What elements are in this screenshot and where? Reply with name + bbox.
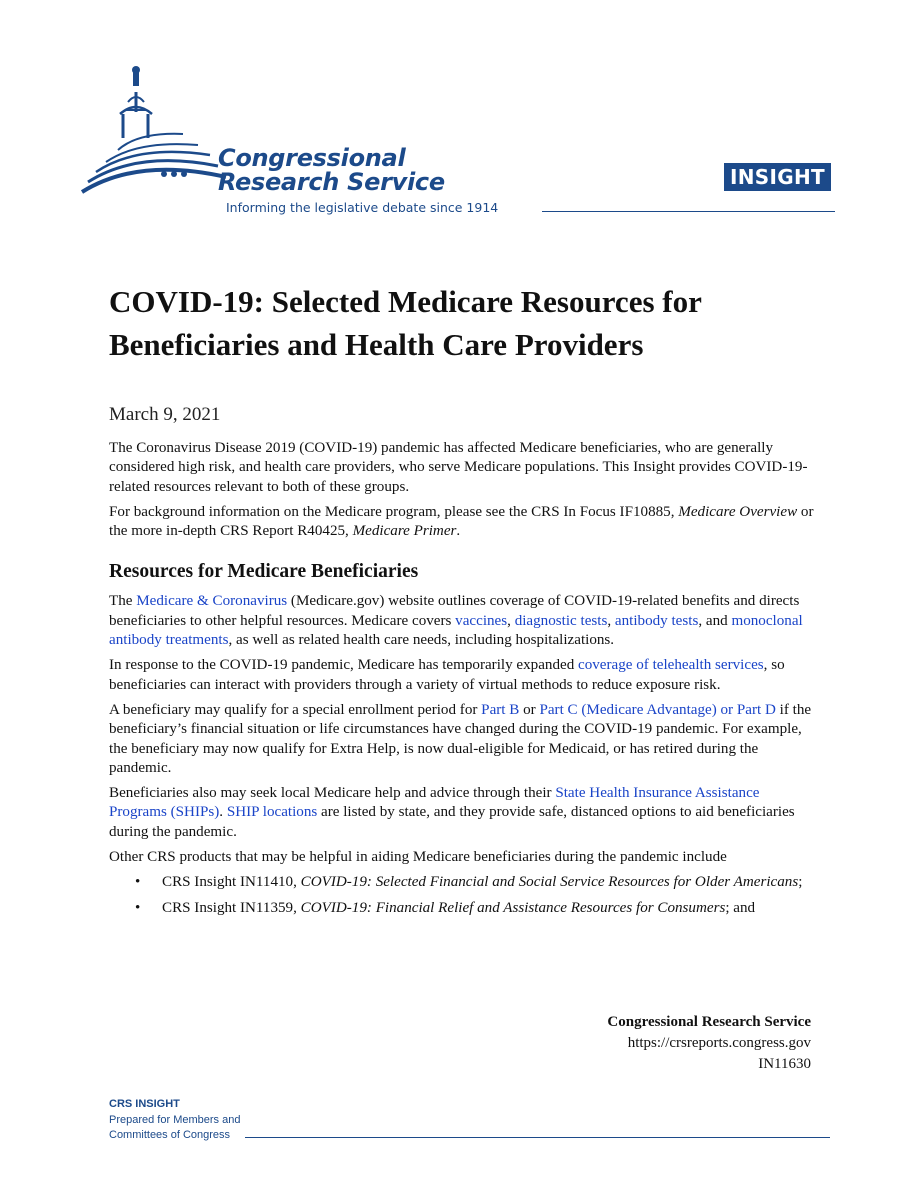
title-line1: COVID-19: Selected Medicare Resources for [109,284,702,319]
bullet-icon: • [135,899,141,916]
footer-insight-title: CRS INSIGHT [109,1098,180,1110]
title-line2: Beneficiaries and Health Care Providers [109,327,644,362]
text-run: , as well as related health care needs, including hospitalizations. [228,632,615,649]
part-c-d-link[interactable]: Part C (Medicare Advantage) or Part D [539,701,776,718]
page-title [109,280,829,366]
text-run: Beneficiaries also may seek local Medicare help and advice through their [109,785,556,802]
part-b-link[interactable]: Part B [481,701,520,718]
ships-link[interactable]: State Health Insurance Assistance Programs (SHIPs) [109,785,760,821]
footer-url[interactable]: https://crsreports.congress.gov [627,1035,811,1051]
bullet-icon: • [135,874,141,891]
text-run: or the more in-depth CRS Report R40425, [109,503,814,540]
text-run: The [109,593,137,610]
footer-source [607,1012,811,1075]
beneficiaries-paragraph-3 [109,701,821,778]
text-run: or [519,701,540,718]
text-run: (Medicare.gov) website outlines coverage of COVID-19-related benefits and directs beneficiaries to other helpful resources. Medicare covers [109,593,800,629]
footer-insight-label [109,1097,240,1144]
beneficiaries-paragraph-2 [109,656,821,695]
document-body [109,439,821,924]
logo-org-line1: Congressional [218,144,406,172]
text-run: In response to the COVID-19 pandemic, Medicare has temporarily expanded [109,657,579,674]
text-run: CRS Insight IN11359, [162,899,301,916]
logo-rule [542,211,835,212]
text-run: ; [798,874,803,891]
cited-title: Medicare Primer [352,523,457,540]
list-item [109,899,821,918]
text-run: , [507,612,515,629]
footer-report-id: IN11630 [758,1056,811,1072]
telehealth-coverage-link[interactable]: coverage of telehealth services [578,657,764,674]
section-heading-beneficiaries: Resources for Medicare Beneficiaries [109,561,419,583]
intro-paragraph-1: The Coronavirus Disease 2019 (COVID-19) pandemic has affected Medicare beneficiaries, who are generally considered high risk, and health care providers, who serve Medicare populations. This Insight provides COVID-19-related resources relevant to both of these groups. [109,440,808,495]
list-item [109,873,821,892]
logo-org-line2: Research Service [218,168,445,196]
medicare-coronavirus-link[interactable]: Medicare & Coronavirus [136,593,288,610]
text-run: are listed by state, and they provide safe, distanced options to aid beneficiaries during the pandemic. [109,804,795,840]
beneficiaries-paragraph-1 [109,592,821,650]
cited-title: COVID-19: Financial Relief and Assistance Resources for Consumers [300,899,726,916]
text-run: , [607,612,615,629]
footer-prepared-line: Prepared for Members and [109,1113,241,1126]
text-run: CRS Insight IN11410, [162,874,301,891]
footer-rule [245,1137,830,1138]
intro-paragraph-2 [109,503,821,542]
crs-logo [78,62,838,222]
cited-title: COVID-19: Selected Financial and Social Service Resources for Older Americans [300,874,799,891]
text-run: . [456,523,461,540]
cited-title: Medicare Overview [678,503,798,520]
publication-date: March 9, 2021 [109,404,221,425]
crs-products-list [109,873,821,918]
beneficiaries-paragraph-5: Other CRS products that may be helpful in aiding Medicare beneficiaries during the pandemic include [109,849,727,866]
logo-tagline: Informing the legislative debate since 1914 [226,200,499,215]
diagnostic-tests-link[interactable]: diagnostic tests [514,612,608,629]
text-run: ; and [725,899,756,916]
footer-committees-line: Committees of Congress [109,1129,231,1141]
vaccines-link[interactable]: vaccines [455,612,508,629]
text-run: A beneficiary may qualify for a special enrollment period for [109,701,482,718]
text-run: For background information on the Medicare program, please see the CRS In Focus IF10885, [109,503,679,520]
beneficiaries-paragraph-4 [109,784,821,842]
text-run: , and [698,612,732,629]
insight-badge: INSIGHT [724,163,831,191]
antibody-tests-link[interactable]: antibody tests [614,612,699,629]
capitol-dome-icon [78,62,228,222]
text-run: if the beneficiary’s financial situation or life circumstances have changed during the COVID-19 pandemic. For example, the beneficiary may now qualify for Extra Help, is now dual-eligible for Medicaid, or has retired during the pandemic. [109,701,812,776]
footer-org: Congressional Research Service [607,1014,811,1030]
text-run: , so beneficiaries can interact with providers through a variety of virtual methods to reduce exposure risk. [109,657,785,693]
ship-locations-link[interactable]: SHIP locations [226,804,318,821]
monoclonal-antibody-link[interactable]: monoclonal antibody treatments [109,612,803,649]
text-run: . [219,804,227,821]
